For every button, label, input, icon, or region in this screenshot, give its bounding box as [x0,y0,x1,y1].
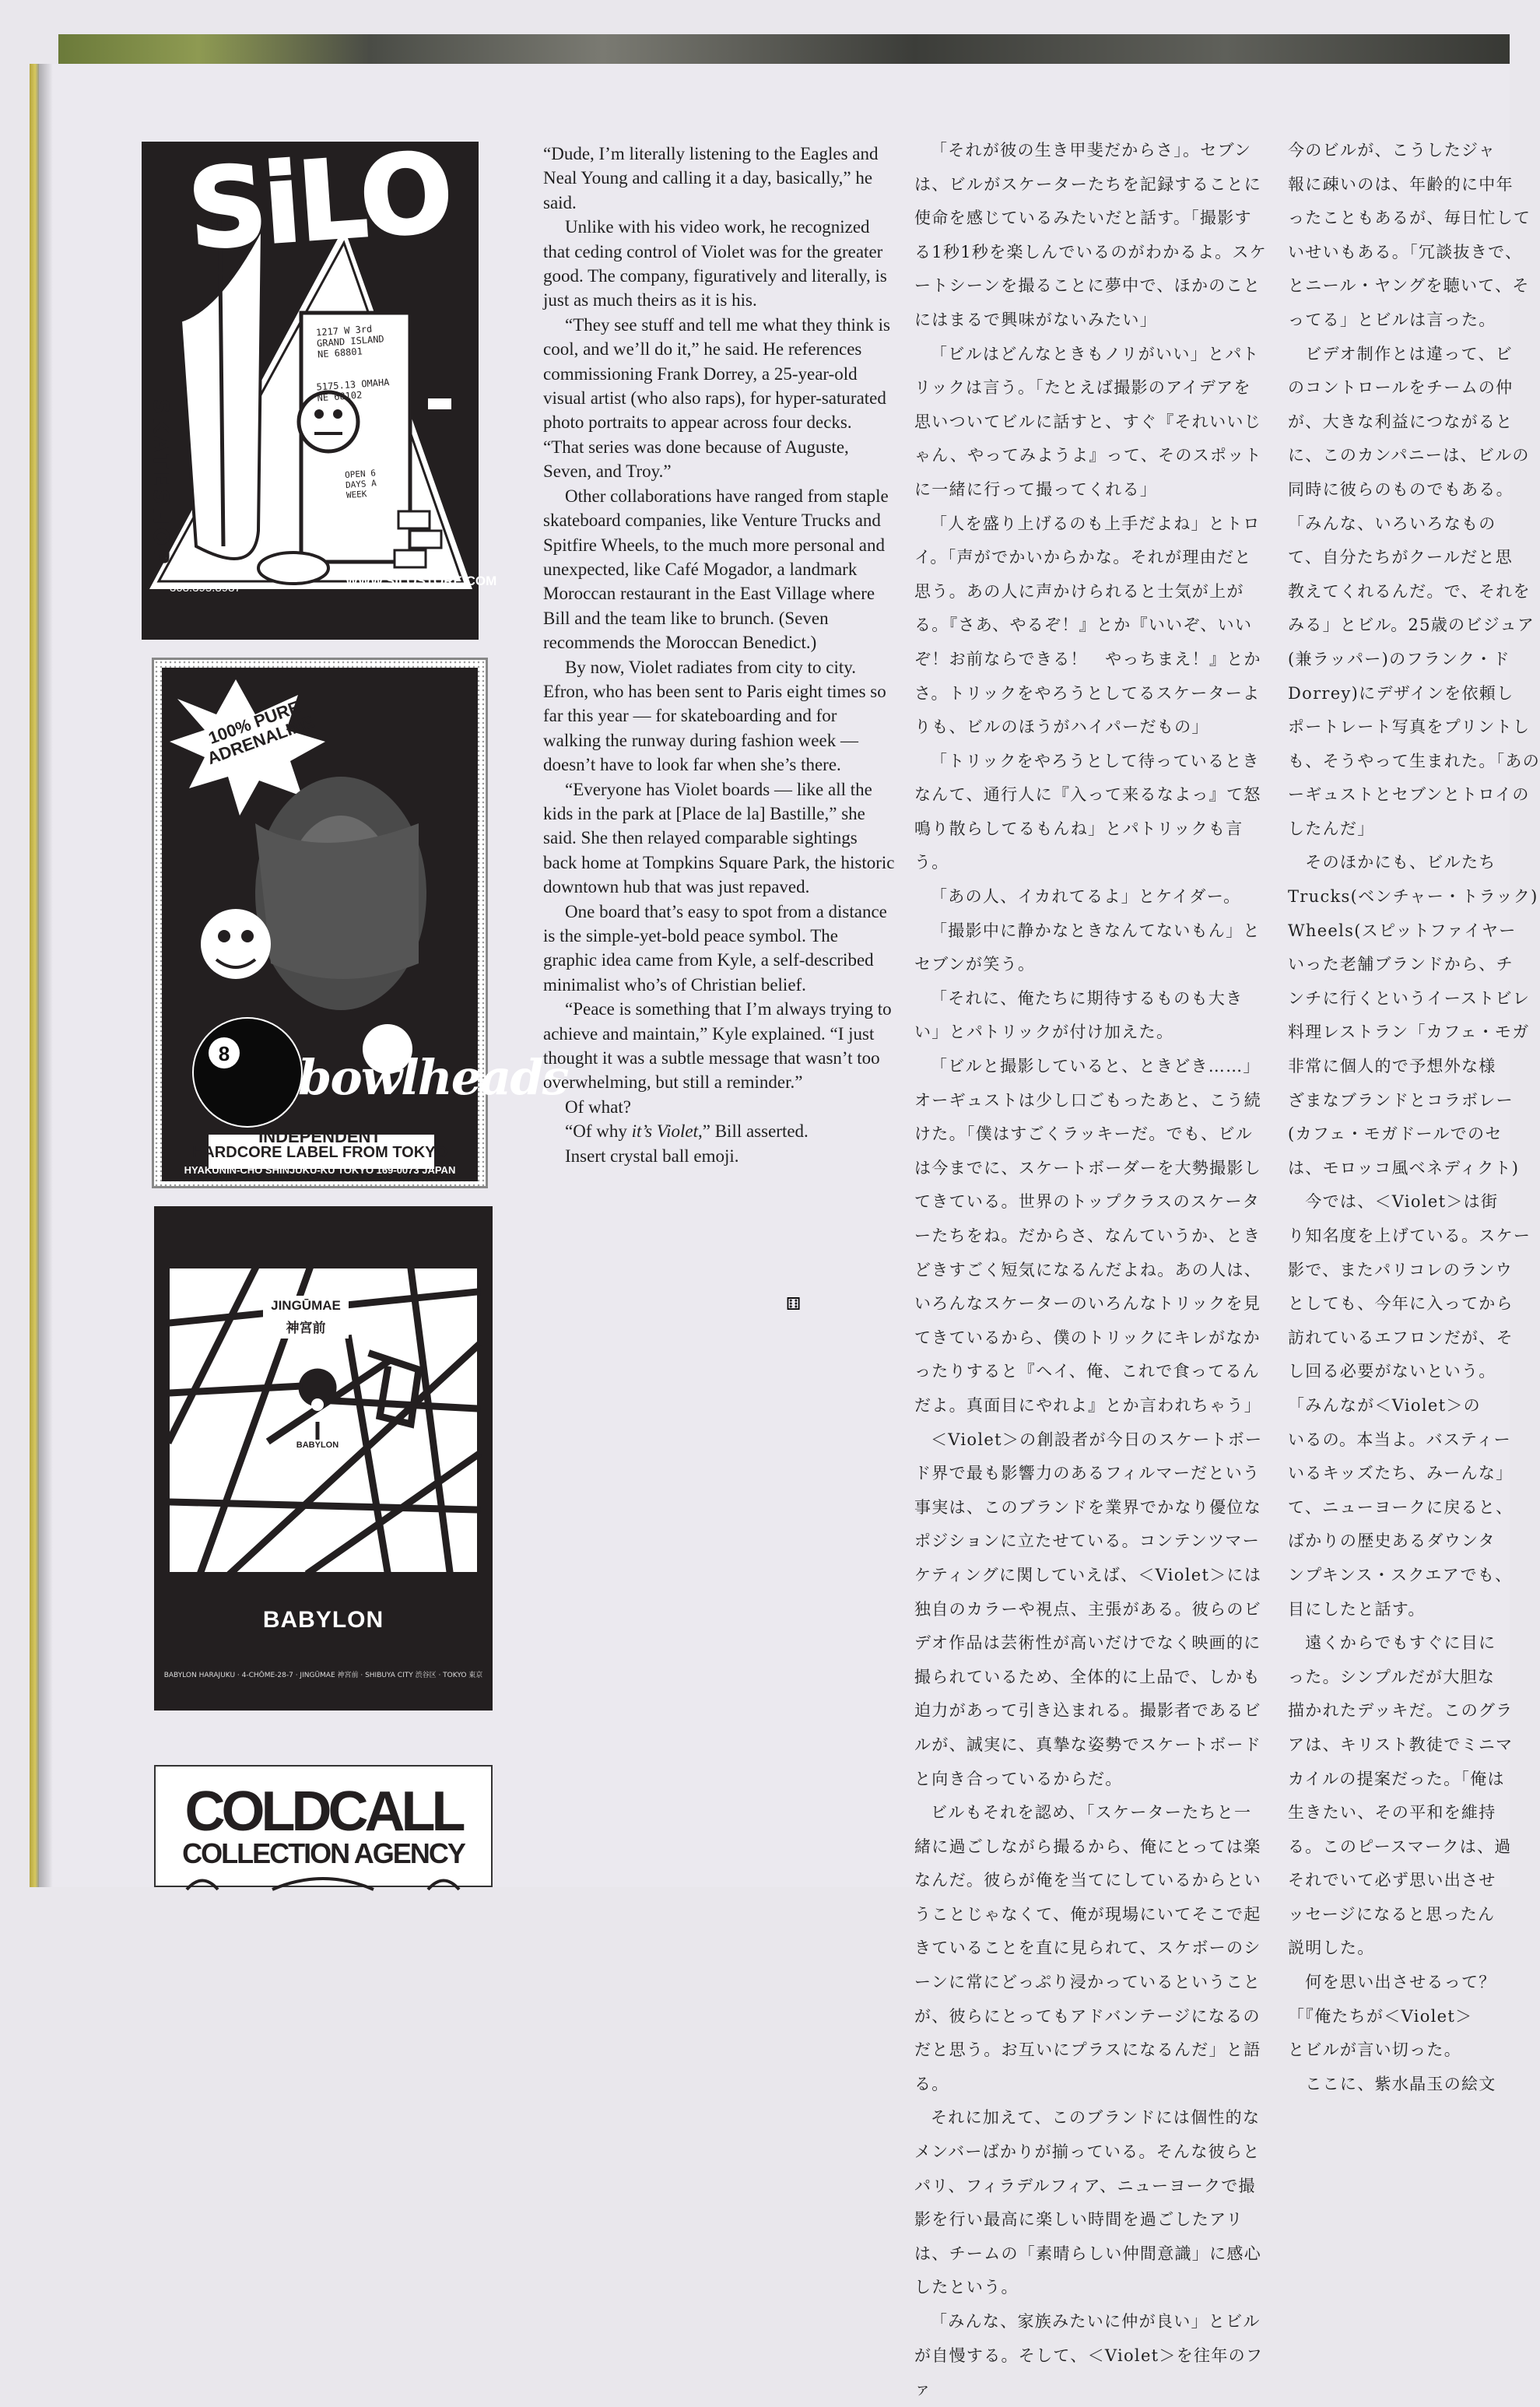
japanese-line: アは、キリスト教徒でミニマ [1288,1735,1514,1754]
japanese-line: 説明した。 [1288,1939,1375,1958]
japanese-line: った。シンプルだが大胆な [1288,1667,1496,1686]
japanese-line: とビルが言い切った。 [1288,2040,1461,2060]
english-paragraph: “Dude, I’m literally listening to the Eagles and Neal Young and calling it a day, basically,” he said. [543,144,879,212]
svg-text:8: 8 [218,1042,230,1065]
japanese-line: て、自分たちがクールだと思 [1288,548,1514,567]
japanese-line: ざまなブランドとコラボレー [1288,1090,1514,1110]
japanese-line: ンプキンス・スクエアでも、 [1288,1565,1513,1584]
english-paragraph: “Peace is something that I’m always trying to achieve and maintain,” Kyle explained. “I just thought it was a subtle message that wasn’t too overwhelming, but still a reminder.” [543,999,892,1093]
japanese-line: は、モロッコ風ベネディクト) [1288,1158,1520,1177]
japanese-line: のコントロールをチームの仲 [1288,378,1514,398]
japanese-line: したんだ」 [1288,819,1375,838]
english-column [543,142,895,1168]
coldcall-illustration [156,1868,491,1891]
english-paragraph: Insert crystal ball emoji. [565,1146,739,1166]
dice-icon: ⚅ [786,1294,802,1314]
page-fold-shadow [39,64,53,1887]
japanese-paragraph: 「ビルはどんなときもノリがいい」とパトリックは言う。「たとえば撮影のアイデアを思いついてビルに話すと、すぐ『それいいじゃん、やってみようよ』って、そのスポットに一緒に行って撮ってくれる」 [914,344,1262,499]
silo-website: WWW.SILOSTORE.COM [346,574,497,588]
japanese-line: 描かれたデッキだ。このグラ [1288,1701,1514,1721]
japanese-line: 「みんなが＜Violet＞の [1288,1395,1481,1415]
japanese-line: 「みんな、いろいろなもの [1288,514,1496,533]
japanese-paragraph: ＜Violet＞の創設者が今日のスケートボード界で最も影響力のあるフィルマーだという事実は、このブランドを業界でかなり優位なポジションに立たせている。コンテンツマーケティングに関していえば、＜Violet＞には独自のカラーや視点、主張がある。彼らのビデオ作品は芸術性が高いだけでなく映画的に撮られているため、全体的に上品で、しかも迫力があって引き込まれる。撮影者であるビルが、誠実に、真摯な姿勢でスケートボードと向き合っているからだ。 [914,1430,1263,1788]
english-paragraph: One board that’s easy to spot from a distance is the simple-yet-bold peace symbol. The graphic idea came from Kyle, a self-described minimalist who’s of Christian belief. [543,901,887,995]
japanese-line: 今では、＜Violet＞は街 [1288,1192,1499,1212]
japanese-line: ってる」とビルは言った。 [1288,310,1496,329]
japanese-line: ーギュストとセブンとトロイの [1288,785,1530,805]
japanese-line: 影で、またパリコレのランウ [1288,1260,1514,1279]
japanese-paragraph: 「撮影中に静かなときなんてないもん」とセブンが笑う。 [914,921,1261,974]
japanese-line: みる」とビル。25歳のビジュア [1288,616,1535,635]
japanese-line: 「『俺たちが＜Violet＞ [1288,2006,1473,2026]
japanese-line: そのほかにも、ビルたち [1288,853,1496,872]
bowlheads-ad-frame [152,658,568,1188]
japanese-line: いるキッズたち、みーんな」 [1288,1464,1514,1483]
babylon-footer: BABYLON HARAJUKU · 4-CHŌME-28-7 · JINGŪMAE 神宮前 · SHIBUYA CITY 渋谷区 · TOKYO 東京 [163,1672,483,1679]
babylon-name: BABYLON [262,1607,384,1633]
japanese-line: 報に疎いのは、年齢的に中年 [1288,174,1514,194]
quote-italic: it’s Violet [631,1121,698,1142]
door-address: 1217 W 3rd GRAND ISLAND NE 68801 [315,323,385,360]
door-hours: OPEN 6 DAYS A WEEK [344,468,377,501]
japanese-paragraph: ビルもそれを認め、「スケーターたちと一緒に過ごしながら撮るから、俺にとっては楽なんだ。彼らが俺を当てにしているからということじゃなくて、俺が現場にいてそこで起きていることを直に見られて、スケボーのシーンに常にどっぷり浸かっているということが、彼らにとってもアドバンテージになるのだと思う。お互いにプラスになるんだ」と語る。 [914,1803,1261,2093]
japanese-line: 何を思い出させるって？ [1288,1973,1496,1992]
facing-page-photo-edge [58,34,1510,65]
japanese-line: 教えてくれるんだ。で、それを [1288,581,1531,601]
japanese-line: (カフェ・モガドールでのセ [1288,1125,1503,1144]
page-spine [30,64,39,1887]
japanese-line: て、ニューヨークに戻ると、 [1288,1497,1514,1517]
bowlheads-logo: bowlheads [298,1049,568,1106]
english-paragraph: Other collaborations have ranged from staple skateboard companies, like Venture Trucks and Spitfire Wheels, to the much more personal and unexpected, like Café Mogador, a landmark Moroccan restaurant in the East Village where Bill and the team like to brunch. (Seven recommends the Moroccan Benedict.) [543,486,889,653]
babylon-ad [154,1206,493,1711]
japanese-line: とニール・ヤングを聴いて、そ [1288,276,1530,296]
japanese-line: ポートレート写真をプリントし [1288,718,1531,737]
coldcall-logo: COLDCALL [184,1781,462,1843]
japanese-line: 訪れているエフロンだが、そ [1288,1328,1514,1347]
japanese-line: 料理レストラン「カフェ・モガ [1288,1023,1530,1042]
english-paragraph: By now, Violet radiates from city to city. Efron, who has been sent to Paris eight times so far this year — for skateboarding and for walking the runway during fashion week — doesn’t have to look far when she’s there. [543,657,886,775]
japanese-paragraph: 「人を盛り上げるのも上手だよね」とトロイ。「声がでかいからかな。それが理由だと思う。あの人に声かけられると士気が上がる。『さあ、やるぞ！』とか『いいぞ、いいぞ！お前ならできる！ やっちまえ！』とかさ。トリックをやろうとしてるスケーターよりも、ビルのほうがハイパーだもの」 [914,514,1261,737]
coldcall-ad [154,1765,493,1887]
japanese-line: Dorrey)にデザインを依頼し [1288,683,1514,703]
japanese-line: Trucks(ベンチャー・トラック) [1288,887,1538,907]
japanese-paragraph: 「それが彼の生き甲斐だからさ」。セブンは、ビルがスケーターたちを記録することに使命を感じているみたいだと話す。「撮影する1秒1秒を楽しんでいるのがわかるよ。スケートシーンを撮ることに夢中で、ほかのことにはまるで興味がないみたい」 [914,141,1268,329]
japanese-line: 同時に彼らのものでもある。 [1288,479,1514,499]
japanese-line: いるの。本当よ。バスティー [1288,1430,1511,1449]
coldcall-subtitle: COLLECTION AGENCY [182,1837,465,1869]
japanese-column-right [1288,134,1540,2093]
japanese-line: (兼ラッパー)のフランク・ド [1288,649,1510,668]
adrenaline-burst: 100% PURE ADRENALINE [204,696,317,769]
english-paragraph: “Everyone has Violet boards — like all the kids in the park at [Place de la] Bastille,” she said. She then relayed comparable sightings back home at Tompkins Square Park, the historic downtown hub that was just repaved. [543,779,895,897]
japanese-line: 遠くからでもすぐに目に [1288,1633,1496,1653]
japanese-paragraph: 「トリックをやろうとして待っているときなんて、通行人に『入って来るなよっ』て怒鳴り散らしてるもんね」とパトリックも言う。 [914,751,1261,872]
japanese-paragraph: 「それに、俺たちに期待するものも大きい」とパトリックが付け加えた。 [914,988,1244,1042]
japanese-line: ッセージになると思ったん [1288,1904,1496,1924]
japanese-line: に、このカンパニーは、ビルの [1288,446,1530,465]
japanese-paragraph: 「みんな、家族みたいに仲が良い」とビルが自慢する。そして、＜Violet＞を往年のファ [914,2312,1264,2399]
japanese-line: それでいて必ず思い出させ [1288,1871,1496,1890]
japanese-line: ンチに行くというイーストビレ [1288,988,1531,1008]
english-paragraph: “They see stuff and tell me what they think is cool, and we’ll do it,” he said. He references commissioning Frank Dorrey, a 25-year-old visual artist (who also raps), for hyper-saturated photo portraits to appear across four decks. “That series was done because of Auguste, Seven, and Troy.” [543,314,890,482]
japanese-line: り知名度を上げている。スケー [1288,1226,1531,1245]
japanese-line: 今のビルが、こうしたジャ [1288,141,1496,160]
silo-logo: SiLO [184,129,454,275]
english-paragraph: Unlike with his video work, he recognized that ceding control of Violet was for the greater good. The company, figuratively and literally, is just as much theirs as it is his. [543,217,887,311]
japanese-paragraph: 「ビルと撮影していると、ときどき……」オーギュストは少し口ごもったあと、こう続けた。「僕はすごくラッキーだ。でも、ビルは今までに、スケートボーダーを大勢撮影してきている。世界のトップクラスのスケーターたちをね。だからさ、なんていうか、ときどきすごく短気になるんだよね。あの人は、いろんなスケーターのいろんなトリックを見てきているから、僕のトリックにキレがなかったりすると『ヘイ、俺、これで食ってるんだよ。真面目にやれよ』とか言われちゃう」 [914,1057,1261,1415]
bowlheads-line1: INDEPENDENT [258,1127,381,1146]
japanese-line: ったこともあるが、毎日忙して [1288,209,1531,228]
japanese-line: し回る必要がないという。 [1288,1362,1496,1381]
japanese-line: 目にしたと話す。 [1288,1599,1426,1619]
japanese-line: 生きたい、その平和を維持 [1288,1803,1496,1823]
japanese-line: カイルの提案だった。「俺は [1288,1769,1505,1788]
english-paragraph-quote [543,1119,895,1143]
japanese-line: ここに、紫水晶玉の絵文 [1288,2074,1496,2093]
map-pin-label: BABYLON [296,1440,339,1450]
japanese-line: が、大きな利益につながると [1288,412,1514,431]
district-jp: 神宮前 [286,1321,326,1336]
bowlheads-ad [162,668,568,1181]
japanese-column-middle [914,134,1268,2407]
japanese-line: る。このピースマークは、過 [1288,1837,1512,1856]
english-paragraph: Of what? [565,1096,631,1117]
bowlheads-line2: HARDCORE LABEL FROM TOKYO [191,1144,448,1161]
japanese-line: ばかりの歴史あるダウンタ [1288,1532,1496,1551]
quote-start: “Of why [565,1121,632,1142]
silo-ad [142,129,497,640]
door-address-omaha: 5175.13 OMAHA NE 68102 [316,376,390,404]
japanese-line: いせいもある。「冗談抜きで、 [1288,242,1523,261]
japanese-line: としても、今年に入ってから [1288,1294,1514,1314]
japanese-paragraph: 「あの人、イカれてるよ」とケイダー。 [931,887,1241,907]
japanese-line: いった老舗ブランドから、チ [1288,955,1514,974]
japanese-line: Wheels(スピットファイヤー [1288,921,1517,940]
japanese-paragraph: それに加えて、このブランドには個性的なメンバーばかりが揃っている。そんな彼らとパリ、フィラデルフィア、ニューヨークで撮影を行い最高に楽しい時間を過ごしたアリは、チームの「素晴らしい仲間意識」に感心したという。 [914,2108,1261,2297]
japanese-line: 非常に個人的で予想外な様 [1288,1057,1496,1076]
skateshop-banner: SKATESHOP [149,398,173,567]
quote-end: ,” Bill asserted. [698,1121,809,1142]
japanese-line: も、そうやって生まれた。「あの [1288,751,1540,770]
district-en: JINGŪMAE [271,1298,341,1313]
silo-phone: 308.395.8987 [170,581,241,595]
bowlheads-address: HYAKUNIN-CHO SHINJUKU-KU TOKYO 169-0073 JAPAN [184,1164,456,1176]
japanese-line: ビデオ制作とは違って、ビ [1288,344,1514,363]
